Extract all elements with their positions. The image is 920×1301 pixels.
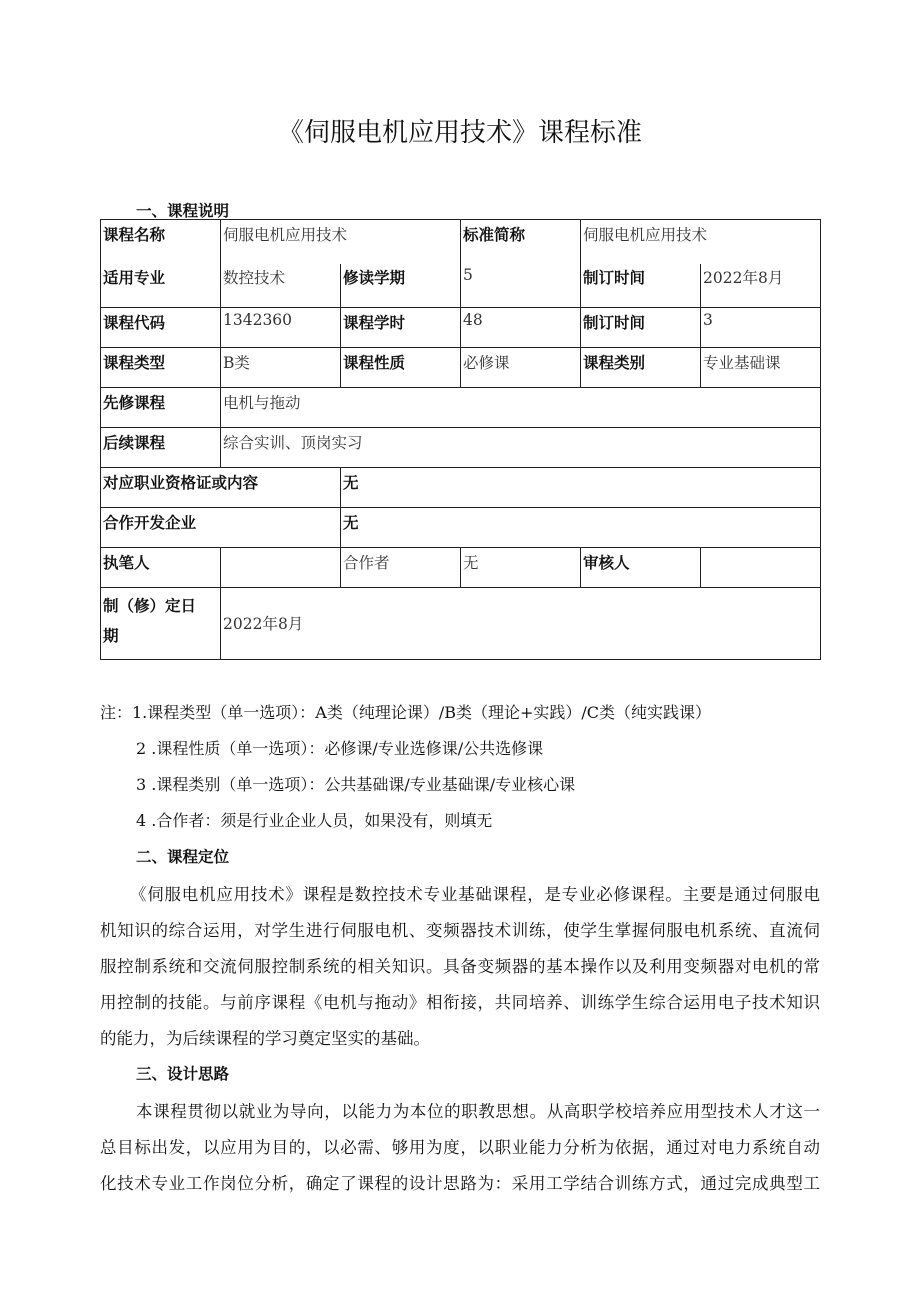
hours-label: 课程学时 xyxy=(341,308,461,348)
author-label: 执笔人 xyxy=(101,548,221,588)
paragraph-line: 用控制的技能。与前序课程《电机与拖动》相衔接，共同培养、训练学生综合运用电子技术知识 xyxy=(100,993,820,1012)
followup-label: 后续课程 xyxy=(101,428,221,468)
section-heading-2: 二、课程定位 xyxy=(136,848,230,866)
type-label: 课程类型 xyxy=(101,348,221,388)
note-4: 4 .合作者：须是行业企业人员，如果没有，则填无 xyxy=(136,811,493,830)
code-label: 课程代码 xyxy=(101,308,221,348)
cert-label: 对应职业资格证或内容 xyxy=(101,468,341,508)
note-1: 注：1.课程类型（单一选项）：A类（纯理论课）/B类（理论+实践）/C类（纯实践课） xyxy=(100,703,712,722)
table-row xyxy=(101,220,821,264)
partner-value: 无 xyxy=(341,508,821,548)
table-row xyxy=(101,468,821,508)
category-value: 专业基础课 xyxy=(701,348,821,388)
nature-value: 必修课 xyxy=(461,348,581,388)
partner-label: 合作开发企业 xyxy=(101,508,341,548)
code-value: 1342360 xyxy=(221,308,341,348)
cert-value: 无 xyxy=(341,468,821,508)
revise-time2-value: 3 xyxy=(701,308,821,348)
table-row xyxy=(101,508,821,548)
revise-time-label: 制订时间 xyxy=(581,264,701,308)
followup-value: 综合实训、顶岗实习 xyxy=(221,428,821,468)
table-row xyxy=(101,388,821,428)
paragraph-line: 的能力，为后续课程的学习奠定坚实的基础。 xyxy=(100,1029,430,1048)
collaborator-label: 合作者 xyxy=(341,548,461,588)
note-2: 2 .课程性质（单一选项）：必修课/专业选修课/公共选修课 xyxy=(136,739,544,758)
author-value xyxy=(221,548,341,588)
date-label-line1: 制（修）定日 xyxy=(103,597,197,615)
major-value: 数控技术 xyxy=(221,264,341,308)
major-label: 适用专业 xyxy=(101,264,221,308)
course-name-label: 课程名称 xyxy=(101,220,221,264)
collaborator-value: 无 xyxy=(461,548,581,588)
section-heading-3: 三、设计思路 xyxy=(136,1065,230,1083)
section-heading-1: 一、课程说明 xyxy=(136,202,230,220)
revise-time-value: 2022年8月 xyxy=(701,264,821,308)
table-row xyxy=(101,308,821,348)
prereq-label: 先修课程 xyxy=(101,388,221,428)
paragraph-line: 《伺服电机应用技术》课程是数控技术专业基础课程，是专业必修课程。主要是通过伺服电 xyxy=(130,885,820,904)
paragraph-line: 机知识的综合运用，对学生进行伺服电机、变频器技术训练，使学生掌握伺服电机系统、直流伺 xyxy=(100,921,820,940)
prereq-value: 电机与拖动 xyxy=(221,388,821,428)
paragraph-line: 化技术专业工作岗位分析，确定了课程的设计思路为：采用工学结合训练方式，通过完成典型工 xyxy=(100,1174,820,1193)
paragraph-line: 本课程贯彻以就业为导向，以能力为本位的职教思想。从高职学校培养应用型技术人才这一 xyxy=(136,1102,820,1121)
semester-value: 5 xyxy=(461,264,581,308)
category-label: 课程类别 xyxy=(581,348,701,388)
document-title: 《伺服电机应用技术》课程标准 xyxy=(277,118,642,148)
hours-value: 48 xyxy=(461,308,581,348)
table-row xyxy=(101,588,821,660)
table-row xyxy=(101,348,821,388)
nature-label: 课程性质 xyxy=(341,348,461,388)
course-info-table xyxy=(100,219,821,660)
course-name-value: 伺服电机应用技术 xyxy=(221,220,461,264)
paragraph-line: 服控制系统和交流伺服控制系统的相关知识。具备变频器的基本操作以及利用变频器对电机的常 xyxy=(100,957,820,976)
paragraph-line: 总目标出发，以应用为目的，以必需、够用为度，以职业能力分析为依据，通过对电力系统自动 xyxy=(100,1138,820,1157)
reviewer-value xyxy=(701,548,821,588)
date-value: 2022年8月 xyxy=(221,588,821,660)
date-label xyxy=(101,588,221,660)
revise-time2-label: 制订时间 xyxy=(581,308,701,348)
table-row xyxy=(101,548,821,588)
date-label-line2: 期 xyxy=(103,627,119,645)
table-row xyxy=(101,264,821,308)
note-3: 3 .课程类别（单一选项）：公共基础课/专业基础课/专业核心课 xyxy=(136,775,576,794)
reviewer-label: 审核人 xyxy=(581,548,701,588)
table-row xyxy=(101,428,821,468)
short-name-label: 标准简称 xyxy=(461,220,581,264)
short-name-value: 伺服电机应用技术 xyxy=(581,220,821,264)
type-value: B类 xyxy=(221,348,341,388)
semester-label: 修读学期 xyxy=(341,264,461,308)
